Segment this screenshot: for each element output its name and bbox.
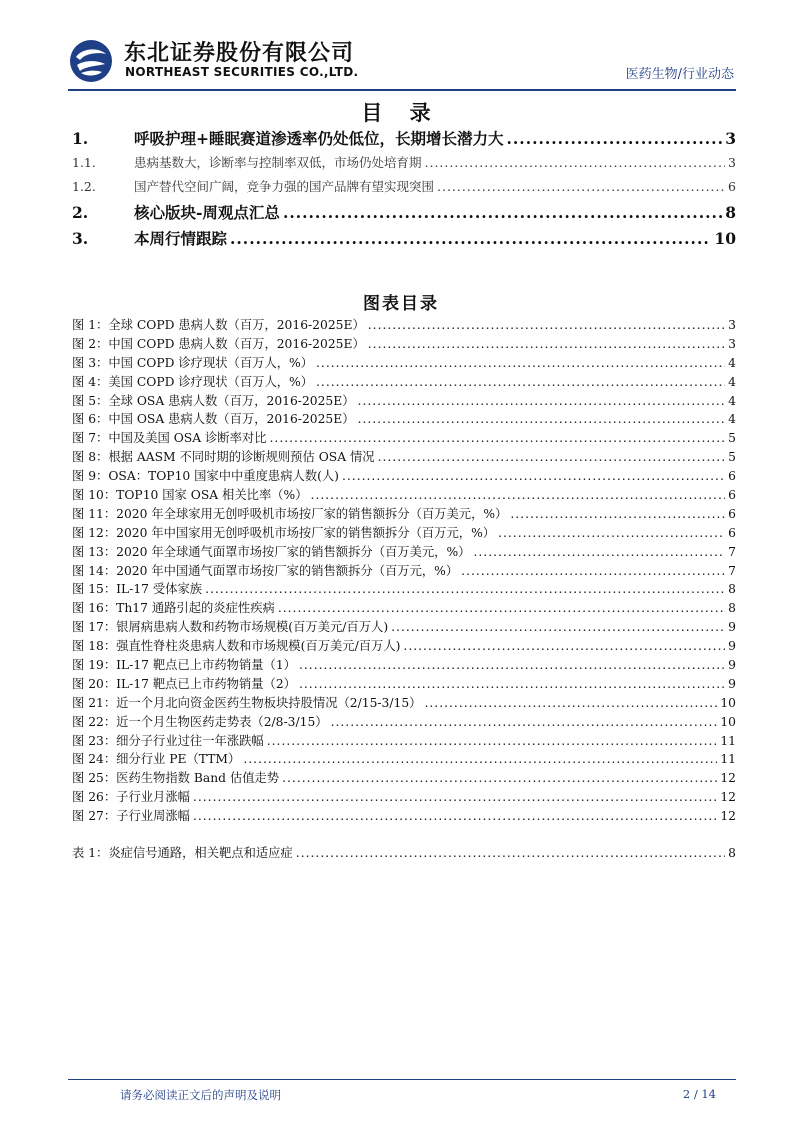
- figure-entry-page: 11: [720, 733, 736, 748]
- dot-leader: [270, 431, 726, 445]
- figure-entry-page: 9: [728, 676, 736, 691]
- figure-entry-page: 4: [728, 374, 736, 389]
- dot-leader: [205, 582, 725, 596]
- figure-entry-page: 3: [728, 318, 736, 332]
- figure-entry[interactable]: [72, 561, 736, 580]
- dot-leader: [230, 229, 711, 248]
- figure-entry-page: 7: [728, 563, 736, 578]
- figure-entry[interactable]: [72, 731, 736, 750]
- toc-entry-page: 3: [725, 129, 736, 148]
- dot-leader: [358, 412, 726, 426]
- dot-leader: [424, 696, 717, 710]
- page-number: 2 / 14: [682, 1087, 716, 1101]
- dot-leader: [368, 337, 725, 351]
- dot-leader: [461, 564, 725, 578]
- toc-entry[interactable]: [72, 177, 736, 201]
- table-list: [72, 843, 736, 862]
- figure-entry-text: 图 18：强直性脊柱炎患病人数和市场规模(百万美元/百万人): [72, 639, 401, 654]
- company-name-en: NORTHEAST SECURITIES CO.,LTD.: [125, 65, 359, 79]
- toc-entry[interactable]: [72, 201, 736, 227]
- figure-entry-text: 图 25：医药生物指数 Band 估值走势: [72, 771, 280, 786]
- figure-entry[interactable]: [72, 636, 736, 655]
- dot-leader: [267, 734, 718, 748]
- figure-entry-page: 4: [728, 393, 736, 408]
- dot-leader: [278, 601, 725, 615]
- figure-entry-text: 图 27：子行业周涨幅: [72, 809, 190, 824]
- toc-entry-page: 10: [714, 229, 736, 248]
- figure-entry-page: 3: [728, 336, 736, 351]
- figure-entry[interactable]: [72, 428, 736, 447]
- figure-entry-text: 图 9：OSA：TOP10 国家中中重度患病人数(人): [72, 469, 339, 484]
- dot-leader: [425, 155, 726, 170]
- toc-entry-text: 患病基数大，诊断率与控制率双低，市场仍处培育期: [134, 155, 422, 170]
- figure-entry[interactable]: [72, 409, 736, 428]
- figure-entry-text: 图 4：美国 COPD 诊疗现状（百万人，%）: [72, 374, 314, 389]
- figure-entry[interactable]: [72, 334, 736, 353]
- figure-entry-text: 图 7：中国及美国 OSA 诊断率对比: [72, 431, 267, 446]
- toc-entry-number: 1.: [72, 129, 89, 148]
- figure-entry[interactable]: [72, 315, 736, 334]
- figure-entry-page: 10: [720, 695, 736, 710]
- figure-entry-text: 图 5：全球 OSA 患病人数（百万，2016-2025E）: [72, 393, 355, 408]
- table-entry-page: 8: [728, 846, 736, 860]
- figure-entry-page: 6: [728, 506, 736, 521]
- figure-entry-text: 图 17：银屑病患病人数和药物市场规模(百万美元/百万人): [72, 620, 389, 635]
- dot-leader: [193, 790, 717, 804]
- figure-entry[interactable]: [72, 617, 736, 636]
- toc-entry-page: 6: [728, 179, 736, 194]
- figure-entry-page: 8: [728, 601, 736, 616]
- toc-entry-text: 核心版块-周观点汇总: [134, 203, 280, 222]
- figure-entry[interactable]: [72, 466, 736, 485]
- figure-entry[interactable]: [72, 749, 736, 768]
- dot-leader: [243, 752, 717, 766]
- figure-entry[interactable]: [72, 768, 736, 787]
- dot-leader: [510, 507, 725, 521]
- company-name-cn: 东北证券股份有限公司: [124, 41, 355, 66]
- dot-leader: [299, 677, 725, 691]
- toc-entry-number: 1.1.: [72, 155, 96, 170]
- figure-entry-text: 图 21：近一个月北向资金医药生物板块持股情况（2/15-3/15）: [72, 695, 422, 710]
- dot-leader: [342, 469, 725, 483]
- dot-leader: [473, 545, 725, 559]
- dot-leader: [316, 356, 725, 370]
- dot-leader: [316, 375, 725, 389]
- toc-entry-text: 呼吸护理+睡眠赛道渗透率仍处低位，长期增长潜力大: [134, 129, 504, 148]
- footer-divider: [68, 1079, 736, 1080]
- dot-leader: [282, 771, 717, 785]
- figure-entry-text: 图 13：2020 年全球通气面罩市场按厂家的销售额拆分（百万美元，%）: [72, 544, 471, 559]
- dot-leader: [331, 715, 718, 729]
- report-category: 医药生物/行业动态: [625, 67, 734, 82]
- figure-entry[interactable]: [72, 447, 736, 466]
- page-header: [68, 34, 736, 88]
- figure-entry-page: 9: [728, 639, 736, 654]
- figure-entry[interactable]: [72, 674, 736, 693]
- figure-entry-text: 图 22：近一个月生物医药走势表（2/8-3/15）: [72, 714, 328, 729]
- figure-entry-page: 10: [720, 714, 736, 729]
- toc-entry-page: 8: [725, 203, 736, 222]
- figure-entry[interactable]: [72, 523, 736, 542]
- figure-entry[interactable]: [72, 598, 736, 617]
- toc-entry-number: 1.2.: [72, 179, 96, 194]
- figure-entry-page: 6: [728, 469, 736, 484]
- figure-entry-text: 图 26：子行业月涨幅: [72, 790, 190, 805]
- dot-leader: [391, 620, 725, 634]
- figure-entry[interactable]: [72, 391, 736, 410]
- figure-entry[interactable]: [72, 787, 736, 806]
- toc-entry-number: 2.: [72, 203, 89, 222]
- toc-entry-page: 3: [728, 155, 736, 170]
- figure-entry[interactable]: [72, 806, 736, 825]
- figure-entry-text: 图 20：IL-17 靶点已上市药物销量（2）: [72, 676, 296, 691]
- company-logo-icon: [68, 38, 114, 84]
- dot-leader: [368, 318, 725, 332]
- dot-leader: [299, 658, 725, 672]
- figure-entry-page: 12: [720, 771, 736, 786]
- figure-list: [72, 315, 736, 825]
- figure-entry-page: 8: [728, 582, 736, 597]
- dot-leader: [498, 526, 725, 540]
- figure-entry-text: 图 23：细分子行业过往一年涨跌幅: [72, 733, 264, 748]
- figure-entry-text: 图 24：细分行业 PE（TTM）: [72, 752, 241, 767]
- figure-entry[interactable]: [72, 655, 736, 674]
- header-divider: [68, 89, 736, 91]
- figure-entry[interactable]: [72, 712, 736, 731]
- figure-entry[interactable]: [72, 353, 736, 372]
- dot-leader: [296, 846, 725, 860]
- figure-entry-text: 图 3：中国 COPD 诊疗现状（百万人，%）: [72, 355, 314, 370]
- figure-entry-text: 图 12：2020 年中国家用无创呼吸机市场按厂家的销售额拆分（百万元，%）: [72, 525, 496, 540]
- table-entry[interactable]: [72, 843, 736, 862]
- toc-entry[interactable]: [72, 153, 736, 177]
- figure-entry[interactable]: [72, 579, 736, 598]
- figure-entry-text: 图 6：中国 OSA 患病人数（百万，2016-2025E）: [72, 412, 355, 427]
- dot-leader: [358, 394, 726, 408]
- figure-entry-page: 6: [728, 525, 736, 540]
- figure-entry-page: 12: [720, 790, 736, 805]
- figure-list-title: 图表目录: [363, 294, 439, 314]
- figure-entry-text: 图 16：Th17 通路引起的炎症性疾病: [72, 601, 275, 616]
- figure-entry[interactable]: [72, 485, 736, 504]
- figure-entry-page: 4: [728, 355, 736, 370]
- dot-leader: [403, 639, 725, 653]
- figure-entry-text: 图 14：2020 年中国通气面罩市场按厂家的销售额拆分（百万元，%）: [72, 563, 459, 578]
- toc-title: 目 录: [361, 100, 441, 125]
- figure-entry-text: 图 19：IL-17 靶点已上市药物销量（1）: [72, 658, 296, 673]
- figure-entry-page: 7: [728, 544, 736, 559]
- dot-leader: [311, 488, 726, 502]
- toc-entry-text: 国产替代空间广阔，竞争力强的国产品牌有望实现突围: [134, 179, 435, 194]
- figure-entry-page: 9: [728, 620, 736, 635]
- disclaimer-note: 请务必阅读正文后的声明及说明: [120, 1088, 281, 1102]
- figure-entry[interactable]: [72, 542, 736, 561]
- figure-entry[interactable]: [72, 372, 736, 391]
- figure-entry-page: 4: [728, 412, 736, 427]
- figure-entry-page: 5: [728, 431, 736, 446]
- figure-entry[interactable]: [72, 504, 736, 523]
- figure-entry-text: 图 2：中国 COPD 患病人数（百万，2016-2025E）: [72, 336, 365, 351]
- toc-entry-text: 本周行情跟踪: [134, 229, 228, 248]
- figure-entry-text: 图 15：IL-17 受体家族: [72, 582, 203, 597]
- figure-entry[interactable]: [72, 693, 736, 712]
- dot-leader: [283, 203, 722, 222]
- dot-leader: [507, 129, 723, 148]
- toc-entry[interactable]: [72, 127, 736, 153]
- toc-entry-number: 3.: [72, 229, 89, 248]
- figure-entry-text: 图 11：2020 年全球家用无创呼吸机市场按厂家的销售额拆分（百万美元，%）: [72, 506, 508, 521]
- table-entry-text: 表 1：炎症信号通路，相关靶点和适应症: [72, 846, 293, 860]
- figure-entry-page: 5: [728, 450, 736, 465]
- toc-list: [72, 127, 736, 253]
- figure-entry-page: 12: [720, 809, 736, 824]
- figure-entry-text: 图 8：根据 AASM 不同时期的诊断规则预估 OSA 情况: [72, 450, 375, 465]
- dot-leader: [193, 809, 717, 823]
- figure-entry-page: 9: [728, 658, 736, 673]
- figure-entry-page: 6: [728, 488, 736, 503]
- dot-leader: [437, 179, 725, 194]
- figure-entry-text: 图 10：TOP10 国家 OSA 相关比率（%）: [72, 488, 308, 503]
- figure-entry-text: 图 1：全球 COPD 患病人数（百万，2016-2025E）: [72, 318, 365, 332]
- figure-entry-page: 11: [720, 752, 736, 767]
- toc-entry[interactable]: [72, 227, 736, 253]
- dot-leader: [378, 450, 726, 464]
